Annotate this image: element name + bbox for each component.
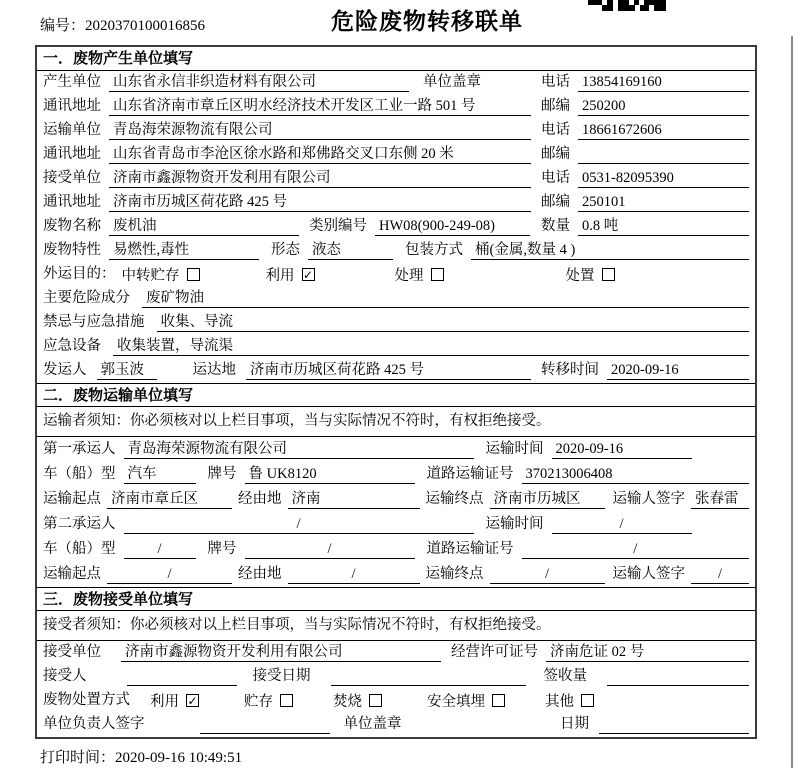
checkbox-dispose <box>602 268 615 281</box>
producer-zip-value: 250200 <box>578 97 749 116</box>
carrier1-time-value: 2020-09-16 <box>552 440 692 459</box>
form-label: 形态 <box>271 242 300 258</box>
option-label: 焚烧 <box>333 694 362 710</box>
transfer-time-label: 转移时间 <box>541 362 599 378</box>
origin-label: 运输起点 <box>43 566 101 582</box>
receiver-row <box>37 167 755 191</box>
section1-header <box>37 47 755 71</box>
carrier1-origin-value: 济南市章丘区 <box>107 490 232 509</box>
print-time-value: 2020-09-16 10:49:51 <box>115 750 243 766</box>
accept-date-value <box>331 667 526 686</box>
characteristics-label: 废物特性 <box>43 242 101 258</box>
main-hazard-row <box>37 287 755 311</box>
section2-header <box>37 383 755 407</box>
doc-number-value: 2020370100016856 <box>85 18 206 34</box>
form-value: 液态 <box>308 241 393 260</box>
sign-label: 运输人签字 <box>612 491 685 507</box>
carrier2-vehicle-row <box>37 537 755 562</box>
print-time-label: 打印时间： <box>40 750 116 766</box>
carrier1-value: 青岛海荣源物流有限公司 <box>124 440 474 459</box>
acceptor-row <box>37 665 755 689</box>
main-hazard-value: 废矿物油 <box>142 289 749 308</box>
consignor-label: 发运人 <box>43 362 87 378</box>
head-signature-label: 单位负责人签字 <box>43 716 145 732</box>
producer-address-value: 山东省济南市章丘区明水经济技术开发区工业一路 501 号 <box>109 97 531 116</box>
receiver-zip-group <box>541 193 749 212</box>
option-label: 利用 <box>150 694 179 710</box>
option-label: 处理 <box>394 268 424 284</box>
road-license-label: 道路运输证号 <box>426 466 514 482</box>
checkbox-transfer-storage <box>187 268 200 281</box>
receiver-phone-group <box>541 169 749 188</box>
carrier1-row <box>37 437 755 462</box>
quantity-group <box>541 217 749 236</box>
disposal-option-storage <box>244 691 293 710</box>
carrier1-plate-value: 鲁 UK8120 <box>245 465 415 484</box>
producer-row <box>37 71 755 95</box>
permit-label: 经营许可证号 <box>451 644 538 660</box>
checkbox-disposal-storage <box>280 694 293 707</box>
section1-title: 一．废物产生单位填写 <box>43 49 194 67</box>
transporter-address-value: 山东省青岛市李沧区徐水路和郑佛路交叉口东侧 20 米 <box>109 145 531 164</box>
transfer-time-group <box>541 361 749 380</box>
characteristics-value: 易燃性,毒性 <box>109 241 259 260</box>
quantity-value: 0.8 吨 <box>578 217 749 236</box>
print-time <box>40 746 242 767</box>
disposal-option-utilize <box>150 691 199 710</box>
transport-time-label: 运输时间 <box>485 441 544 457</box>
receiver-address-row <box>37 191 755 215</box>
head-signature-value <box>200 715 330 734</box>
option-label: 贮存 <box>244 694 273 710</box>
producer-value: 山东省永信非织造材料有限公司 <box>109 73 409 92</box>
producer-phone-value: 13854169160 <box>578 73 749 92</box>
unit-stamp-label: 单位盖章 <box>423 74 481 90</box>
carrier2-end-value: / <box>490 565 605 584</box>
address-label: 通讯地址 <box>43 98 101 114</box>
carrier2-via-value: / <box>288 565 420 584</box>
disposal-option-other <box>545 691 594 710</box>
emergency-label: 禁忌与应急措施 <box>43 314 145 330</box>
acceptor-label: 接受人 <box>43 668 87 684</box>
producer-address-row <box>37 95 755 119</box>
transfer-time-value: 2020-09-16 <box>607 361 749 380</box>
zip-label: 邮编 <box>541 194 570 210</box>
packing-value: 桶(金属,数量 4 ) <box>471 241 749 260</box>
plate-label: 牌号 <box>207 541 237 557</box>
purpose-option-transfer-storage <box>122 265 200 284</box>
category-label: 类别编号 <box>309 218 367 234</box>
origin-label: 运输起点 <box>43 491 101 507</box>
receiver-value: 济南市鑫源物资开发利用有限公司 <box>109 169 531 188</box>
acceptor-value <box>127 667 237 686</box>
accept-date-label: 接受日期 <box>252 668 311 684</box>
checkbox-disposal-other <box>581 694 594 707</box>
option-label: 中转贮存 <box>121 268 180 284</box>
disposal-option-landfill <box>427 691 505 710</box>
via-label: 经由地 <box>238 566 282 582</box>
end-label: 运输终点 <box>425 491 484 507</box>
disposal-method-row <box>37 689 755 713</box>
transporter-row <box>37 119 755 143</box>
plate-label: 牌号 <box>207 466 237 482</box>
carrier2-route-row <box>37 562 755 587</box>
carrier2-value: / <box>124 515 474 534</box>
page-title: 危险废物转移联单 <box>331 9 523 35</box>
category-value: HW08(900-249-08) <box>375 217 530 236</box>
equipment-value: 收集装置，导流渠 <box>113 337 749 356</box>
permit-value: 济南危证 02 号 <box>546 643 749 662</box>
purpose-row <box>37 263 755 287</box>
transporter-notice: 运输者须知：你必须核对以上栏目事项，当与实际情况不符时，有权拒绝接受。 <box>37 407 755 437</box>
disposal-option-incinerate <box>333 691 382 710</box>
destination-value: 济南市历城区荷花路 425 号 <box>246 361 531 380</box>
carrier1-vehicle-row <box>37 462 755 487</box>
waste-name-value: 废机油 <box>109 217 299 236</box>
consignor-row <box>37 359 755 383</box>
received-amount-value <box>607 667 749 686</box>
phone-label: 电话 <box>541 170 570 186</box>
zip-label: 邮编 <box>541 98 570 114</box>
transporter-phone-group <box>541 121 749 140</box>
scan-page-edge <box>791 36 793 768</box>
carrier2-vehicle-value: / <box>124 540 196 559</box>
carrier1-via-value: 济南 <box>288 490 420 509</box>
characteristics-row <box>37 239 755 263</box>
equipment-row <box>37 335 755 359</box>
checkbox-disposal-utilize: ✓ <box>187 694 198 708</box>
producer-zip-group <box>541 97 749 116</box>
phone-label: 电话 <box>541 74 570 90</box>
road-license-label: 道路运输证号 <box>426 541 514 557</box>
emergency-value: 收集、导流 <box>157 313 750 332</box>
producer-phone-group <box>541 73 749 92</box>
transporter-zip-group <box>541 145 749 164</box>
carrier2-label: 第二承运人 <box>43 516 116 532</box>
carrier2-sign-value: / <box>691 565 749 584</box>
packing-label: 包装方式 <box>405 242 463 258</box>
receiver-notice: 接受者须知：你必须核对以上栏目事项，当与实际情况不符时，有权拒绝接受。 <box>37 611 755 641</box>
receiving-unit-value: 济南市鑫源物资开发利用有限公司 <box>121 643 441 662</box>
checkbox-treat <box>431 268 444 281</box>
doc-number <box>40 14 205 35</box>
waste-name-label: 废物名称 <box>43 218 101 234</box>
doc-number-label: 编号： <box>40 18 86 34</box>
purpose-option-dispose <box>566 265 615 284</box>
receiving-unit-row <box>37 641 755 665</box>
carrier2-license-value: / <box>522 540 750 559</box>
carrier1-vehicle-value: 汽车 <box>124 465 196 484</box>
checkbox-disposal-landfill <box>492 694 505 707</box>
manifest-form <box>35 45 757 739</box>
address-label: 通讯地址 <box>43 194 101 210</box>
carrier2-row <box>37 512 755 537</box>
date-value <box>599 715 749 734</box>
carrier1-label: 第一承运人 <box>43 441 116 457</box>
option-label: 处置 <box>565 268 595 284</box>
zip-label: 邮编 <box>541 146 570 162</box>
destination-label: 运达地 <box>192 362 236 378</box>
phone-label: 电话 <box>541 122 570 138</box>
receiver-label: 接受单位 <box>43 170 101 186</box>
qr-code-fragment <box>588 0 672 11</box>
carrier1-route-row <box>37 487 755 512</box>
option-label: 利用 <box>265 268 295 284</box>
date-label: 日期 <box>560 716 589 732</box>
checkbox-utilize: ✓ <box>302 268 314 282</box>
receiver-address-value: 济南市历城区荷花路 425 号 <box>109 193 531 212</box>
option-label: 安全填埋 <box>427 694 485 710</box>
receiver-phone-value: 0531-82095390 <box>578 169 749 188</box>
via-label: 经由地 <box>238 491 282 507</box>
carrier1-sign-value: 张春雷 <box>691 490 749 509</box>
carrier1-end-value: 济南市历城区 <box>490 490 605 509</box>
transporter-zip-value <box>578 145 749 164</box>
transporter-address-row <box>37 143 755 167</box>
carrier2-plate-value: / <box>245 540 415 559</box>
receiving-unit-label: 接受单位 <box>43 644 101 660</box>
waste-name-row <box>37 215 755 239</box>
vehicle-label: 车（船）型 <box>43 466 116 482</box>
carrier1-license-value: 370213006408 <box>522 465 750 484</box>
option-label: 其他 <box>545 694 574 710</box>
received-amount-label: 签收量 <box>543 668 587 684</box>
vehicle-label: 车（船）型 <box>43 541 116 557</box>
purpose-option-utilize <box>266 265 315 284</box>
carrier2-time-value: / <box>552 515 692 534</box>
purpose-option-treat <box>395 265 444 284</box>
consignor-value: 郭玉波 <box>97 361 157 380</box>
receiver-zip-value: 250101 <box>578 193 749 212</box>
transporter-label: 运输单位 <box>43 122 101 138</box>
section3-title: 三．废物接受单位填写 <box>43 590 194 608</box>
transport-time-label: 运输时间 <box>485 516 544 532</box>
end-label: 运输终点 <box>425 566 484 582</box>
section3-header <box>37 587 755 611</box>
transporter-value: 青岛海荣源物流有限公司 <box>109 121 531 140</box>
section2-title: 二．废物运输单位填写 <box>43 386 194 404</box>
carrier2-origin-value: / <box>107 565 232 584</box>
purpose-label: 外运目的： <box>43 266 116 282</box>
main-hazard-label: 主要危险成分 <box>43 290 130 306</box>
checkbox-disposal-incinerate <box>369 694 382 707</box>
head-signature-row <box>37 713 755 737</box>
address-label: 通讯地址 <box>43 146 101 162</box>
quantity-label: 数量 <box>541 218 570 234</box>
producer-label: 产生单位 <box>43 74 101 90</box>
disposal-method-label: 废物处置方式 <box>43 692 130 708</box>
emergency-row <box>37 311 755 335</box>
equipment-label: 应急设备 <box>43 338 101 354</box>
unit-stamp-label: 单位盖章 <box>343 716 402 732</box>
sign-label: 运输人签字 <box>612 566 685 582</box>
transporter-phone-value: 18661672606 <box>578 121 749 140</box>
